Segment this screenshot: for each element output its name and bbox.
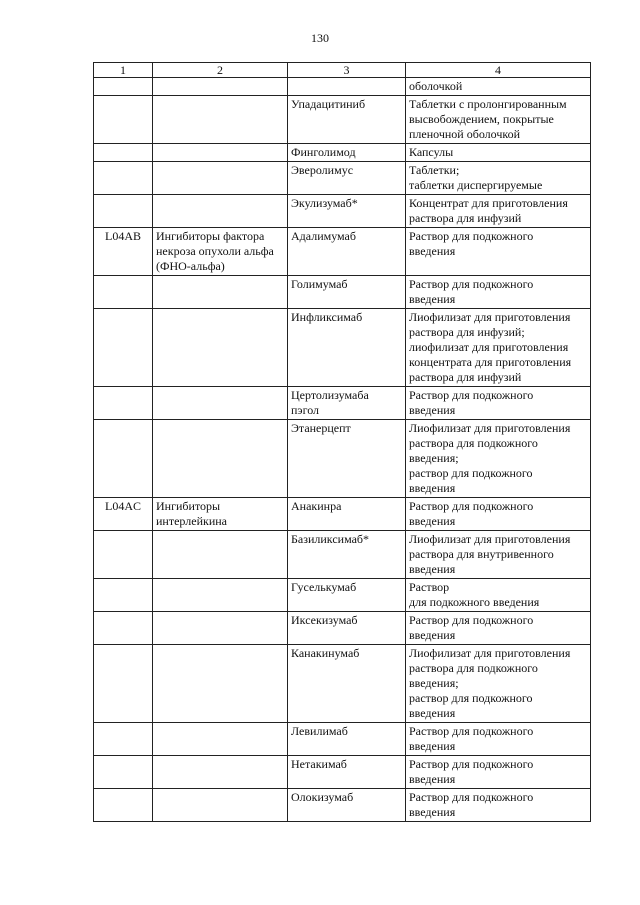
cell-text-line: Базиликсимаб* xyxy=(291,532,370,546)
dosage-form-cell xyxy=(406,78,591,96)
cell-text-line: Раствор для подкожного xyxy=(409,724,534,738)
cell-text-line: концентрата для приготовления xyxy=(409,355,572,369)
table-row xyxy=(94,531,591,579)
cell-text-line: высвобождением, покрытые xyxy=(409,112,554,126)
drug-name-cell xyxy=(288,579,406,612)
drug-name-cell xyxy=(288,756,406,789)
cell-text-line: Цертолизумаба xyxy=(291,388,369,402)
cell-text-line: пэгол xyxy=(291,403,320,417)
cell-text-line: Раствор для подкожного xyxy=(409,229,534,243)
pharmacological-group-cell xyxy=(153,162,288,195)
table-row xyxy=(94,96,591,144)
atc-code-cell: L04AB xyxy=(94,228,153,276)
pharmacological-group-cell xyxy=(153,96,288,144)
drug-name-cell xyxy=(288,531,406,579)
cell-text-line: раствора для инфузий; xyxy=(409,325,525,339)
cell-text-line: введения xyxy=(409,805,456,819)
table-row xyxy=(94,612,591,645)
cell-text-line: Инфликсимаб xyxy=(291,310,363,324)
cell-text-line: введения xyxy=(409,628,456,642)
pharmacological-group-cell xyxy=(153,228,288,276)
cell-text-line: Таблетки с пролонгированным xyxy=(409,97,567,111)
atc-code-cell xyxy=(94,309,153,387)
pharmacological-group-cell xyxy=(153,195,288,228)
pharmacological-group-cell xyxy=(153,276,288,309)
cell-text-line: Гуселькумаб xyxy=(291,580,357,594)
cell-text-line: Ингибиторы фактора xyxy=(156,229,265,243)
cell-text-line: лиофилизат для приготовления xyxy=(409,340,569,354)
atc-code-cell xyxy=(94,579,153,612)
cell-text-line: Ингибиторы xyxy=(156,499,221,513)
cell-text-line: Раствор для подкожного xyxy=(409,388,534,402)
pharmacological-group-cell xyxy=(153,579,288,612)
cell-text-line: Нетакимаб xyxy=(291,757,347,771)
table-row xyxy=(94,78,591,96)
table-header-row xyxy=(94,63,591,78)
column-header-3: 3 xyxy=(288,63,406,78)
pharmacological-group-cell xyxy=(153,144,288,162)
drug-name-cell xyxy=(288,387,406,420)
drug-name-cell xyxy=(288,276,406,309)
cell-text-line: Финголимод xyxy=(291,145,356,159)
dosage-form-cell xyxy=(406,387,591,420)
column-header-4: 4 xyxy=(406,63,591,78)
drug-name-cell xyxy=(288,789,406,822)
table-row xyxy=(94,645,591,723)
drug-name-cell xyxy=(288,78,406,96)
atc-code-cell xyxy=(94,531,153,579)
dosage-form-cell xyxy=(406,531,591,579)
table-row xyxy=(94,195,591,228)
cell-text-line: введения xyxy=(409,292,456,306)
atc-code-cell xyxy=(94,276,153,309)
table-row xyxy=(94,420,591,498)
dosage-form-cell xyxy=(406,144,591,162)
table-row xyxy=(94,579,591,612)
table-row xyxy=(94,756,591,789)
drug-name-cell xyxy=(288,723,406,756)
drug-name-cell xyxy=(288,96,406,144)
cell-text-line: введения xyxy=(409,706,456,720)
drug-name-cell xyxy=(288,498,406,531)
dosage-form-cell xyxy=(406,195,591,228)
atc-code-cell xyxy=(94,144,153,162)
dosage-form-cell xyxy=(406,723,591,756)
table-row xyxy=(94,789,591,822)
dosage-form-cell xyxy=(406,612,591,645)
atc-code-cell xyxy=(94,195,153,228)
cell-text-line: введения xyxy=(409,403,456,417)
atc-code-cell xyxy=(94,387,153,420)
cell-text-line: раствора для инфузий xyxy=(409,211,522,225)
atc-code-cell xyxy=(94,789,153,822)
dosage-form-cell xyxy=(406,789,591,822)
dosage-form-cell xyxy=(406,498,591,531)
cell-text-line: Экулизумаб* xyxy=(291,196,358,210)
column-header-1: 1 xyxy=(94,63,153,78)
pharmacological-group-cell xyxy=(153,612,288,645)
cell-text-line: Лиофилизат для приготовления xyxy=(409,532,571,546)
drug-name-cell xyxy=(288,228,406,276)
cell-text-line: введения; xyxy=(409,451,459,465)
cell-text-line: раствора для подкожного xyxy=(409,436,538,450)
drug-name-cell xyxy=(288,645,406,723)
table-row xyxy=(94,723,591,756)
cell-text-line: Олокизумаб xyxy=(291,790,354,804)
cell-text-line: Эверолимус xyxy=(291,163,354,177)
cell-text-line: Упадацитиниб xyxy=(291,97,366,111)
cell-text-line: (ФНО-альфа) xyxy=(156,259,225,273)
dosage-form-cell xyxy=(406,756,591,789)
cell-text-line: раствора для подкожного xyxy=(409,661,538,675)
atc-code-cell xyxy=(94,756,153,789)
table-row xyxy=(94,276,591,309)
atc-code-cell xyxy=(94,612,153,645)
cell-text-line: раствор для подкожного xyxy=(409,691,533,705)
dosage-form-cell xyxy=(406,276,591,309)
atc-code-cell xyxy=(94,78,153,96)
cell-text-line: Адалимумаб xyxy=(291,229,356,243)
atc-code-cell xyxy=(94,162,153,195)
cell-text-line: Лиофилизат для приготовления xyxy=(409,421,571,435)
cell-text-line: Анакинра xyxy=(291,499,342,513)
table-body xyxy=(94,78,591,822)
dosage-form-cell xyxy=(406,162,591,195)
pharmacological-group-cell xyxy=(153,645,288,723)
pharmacological-group-cell xyxy=(153,78,288,96)
pharmacological-group-cell xyxy=(153,420,288,498)
cell-text-line: оболочкой xyxy=(409,79,463,93)
atc-code-cell: L04AC xyxy=(94,498,153,531)
cell-text-line: раствора для внутривенного xyxy=(409,547,554,561)
cell-text-line: для подкожного введения xyxy=(409,595,540,609)
drug-name-cell xyxy=(288,195,406,228)
pharmacological-group-cell xyxy=(153,789,288,822)
cell-text-line: введения xyxy=(409,772,456,786)
cell-text-line: введения xyxy=(409,244,456,258)
atc-code-cell xyxy=(94,420,153,498)
cell-text-line: Раствор для подкожного xyxy=(409,613,534,627)
table-row xyxy=(94,162,591,195)
pharmacological-group-cell xyxy=(153,531,288,579)
table-row xyxy=(94,144,591,162)
dosage-form-cell xyxy=(406,645,591,723)
cell-text-line: Лиофилизат для приготовления xyxy=(409,310,571,324)
table-row xyxy=(94,228,591,276)
cell-text-line: Левилимаб xyxy=(291,724,348,738)
atc-code-cell xyxy=(94,96,153,144)
drug-name-cell xyxy=(288,162,406,195)
cell-text-line: введения xyxy=(409,481,456,495)
cell-text-line: Раствор для подкожного xyxy=(409,790,534,804)
atc-code-cell xyxy=(94,723,153,756)
cell-text-line: раствор для подкожного xyxy=(409,466,533,480)
pharmacological-group-cell xyxy=(153,387,288,420)
pharmacological-group-cell xyxy=(153,498,288,531)
cell-text-line: Раствор xyxy=(409,580,450,594)
cell-text-line: Раствор для подкожного xyxy=(409,757,534,771)
cell-text-line: Лиофилизат для приготовления xyxy=(409,646,571,660)
cell-text-line: введения; xyxy=(409,676,459,690)
cell-text-line: Иксекизумаб xyxy=(291,613,358,627)
dosage-form-cell xyxy=(406,228,591,276)
cell-text-line: интерлейкина xyxy=(156,514,227,528)
dosage-form-cell xyxy=(406,96,591,144)
pharmacological-group-cell xyxy=(153,756,288,789)
cell-text-line: некроза опухоли альфа xyxy=(156,244,274,258)
cell-text-line: введения xyxy=(409,562,456,576)
drug-name-cell xyxy=(288,420,406,498)
drug-table xyxy=(93,62,591,822)
cell-text-line: Канакинумаб xyxy=(291,646,360,660)
table-row xyxy=(94,309,591,387)
table-row xyxy=(94,498,591,531)
table-row xyxy=(94,387,591,420)
drug-name-cell xyxy=(288,144,406,162)
drug-name-cell xyxy=(288,309,406,387)
pharmacological-group-cell xyxy=(153,309,288,387)
cell-text-line: введения xyxy=(409,739,456,753)
cell-text-line: введения xyxy=(409,514,456,528)
cell-text-line: Раствор для подкожного xyxy=(409,277,534,291)
cell-text-line: Раствор для подкожного xyxy=(409,499,534,513)
cell-text-line: Этанерцепт xyxy=(291,421,351,435)
dosage-form-cell xyxy=(406,309,591,387)
cell-text-line: Голимумаб xyxy=(291,277,348,291)
cell-text-line: пленочной оболочкой xyxy=(409,127,521,141)
column-header-2: 2 xyxy=(153,63,288,78)
dosage-form-cell xyxy=(406,579,591,612)
atc-code-cell xyxy=(94,645,153,723)
page-number: 130 xyxy=(311,31,329,45)
drug-name-cell xyxy=(288,612,406,645)
cell-text-line: таблетки диспергируемые xyxy=(409,178,543,192)
pharmacological-group-cell xyxy=(153,723,288,756)
cell-text-line: Таблетки; xyxy=(409,163,460,177)
cell-text-line: раствора для инфузий xyxy=(409,370,522,384)
dosage-form-cell xyxy=(406,420,591,498)
cell-text-line: Концентрат для приготовления xyxy=(409,196,568,210)
cell-text-line: Капсулы xyxy=(409,145,454,159)
